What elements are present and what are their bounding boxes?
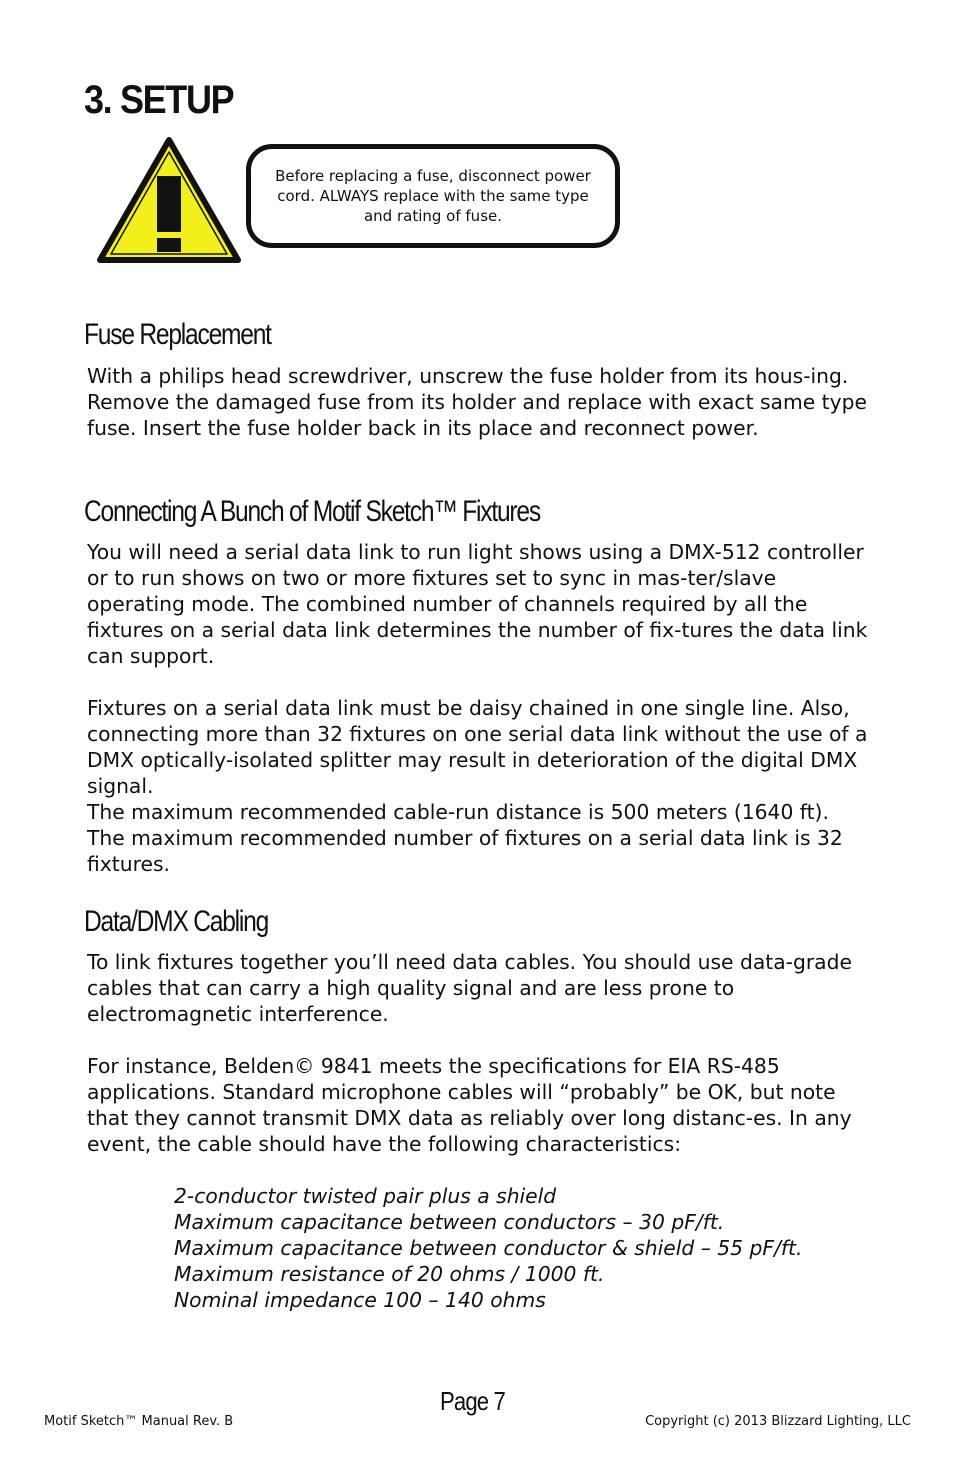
- list-item: Maximum capacitance between conductor & shield – 55 pF/ft.: [174, 1236, 803, 1260]
- list-item: Maximum capacitance between conductors – 30 pF/ft.: [174, 1210, 725, 1234]
- list-item: Nominal impedance 100 – 140 ohms: [174, 1288, 546, 1312]
- paragraph: For instance, Belden© 9841 meets the specifications for EIA RS-485 applications. Standard microphone cables will “probably” be OK, but note that they cannot transmit DMX data as reliably over long distanc-es. In any event, the cable should have the following characteristics:: [87, 1054, 852, 1156]
- warning-triangle-icon: [96, 136, 242, 264]
- list-item: Maximum resistance of 20 ohms / 1000 ft.: [174, 1262, 605, 1286]
- heading-connecting-fixtures: Connecting A Bunch of Motif Sketch™ Fixtures: [84, 495, 540, 528]
- section-title: 3. SETUP: [84, 78, 234, 122]
- heading-data-dmx-cabling: Data/DMX Cabling: [84, 905, 269, 938]
- paragraph: With a philips head screwdriver, unscrew the fuse holder from its hous-ing. Remove the damaged fuse from its holder and replace with exact same type fuse. Insert the fuse holder back in its place and reconnect power.: [87, 364, 867, 440]
- footer-manual-title: Motif Sketch™ Manual Rev. B: [44, 1414, 234, 1429]
- footer-copyright: Copyright (c) 2013 Blizzard Lighting, LLC: [645, 1414, 911, 1429]
- warning-message: Before replacing a fuse, disconnect power cord. ALWAYS replace with the same type and rating of fuse.: [246, 144, 620, 248]
- page-number: Page 7: [440, 1386, 505, 1416]
- warning-callout: [96, 136, 636, 266]
- paragraph: To link fixtures together you’ll need data cables. You should use data-grade cables that can carry a high quality signal and are less prone to electromagnetic interference.: [87, 950, 852, 1026]
- list-item: 2-conductor twisted pair plus a shield: [174, 1184, 557, 1208]
- connecting-fixtures-body: [87, 539, 869, 877]
- cable-spec-list: [174, 1183, 802, 1313]
- fuse-replacement-body: [87, 363, 869, 441]
- paragraph: The maximum recommended cable-run distance is 500 meters (1640 ft). The maximum recommended number of fixtures on a serial data link is 32 fixtures.: [87, 800, 843, 876]
- paragraph: Fixtures on a serial data link must be daisy chained in one single line. Also, connecting more than 32 fixtures on one serial data link without the use of a DMX optically-isolated splitter may result in deterioration of the digital DMX signal.: [87, 696, 868, 798]
- data-dmx-cabling-body: [87, 949, 869, 1157]
- paragraph: You will need a serial data link to run light shows using a DMX-512 controller or to run shows on two or more fixtures set to sync in mas-ter/slave operating mode. The combined number of channels required by all the fixtures on a serial data link determines the number of fix-tures the data link can support.: [87, 540, 868, 668]
- heading-fuse-replacement: Fuse Replacement: [84, 318, 271, 351]
